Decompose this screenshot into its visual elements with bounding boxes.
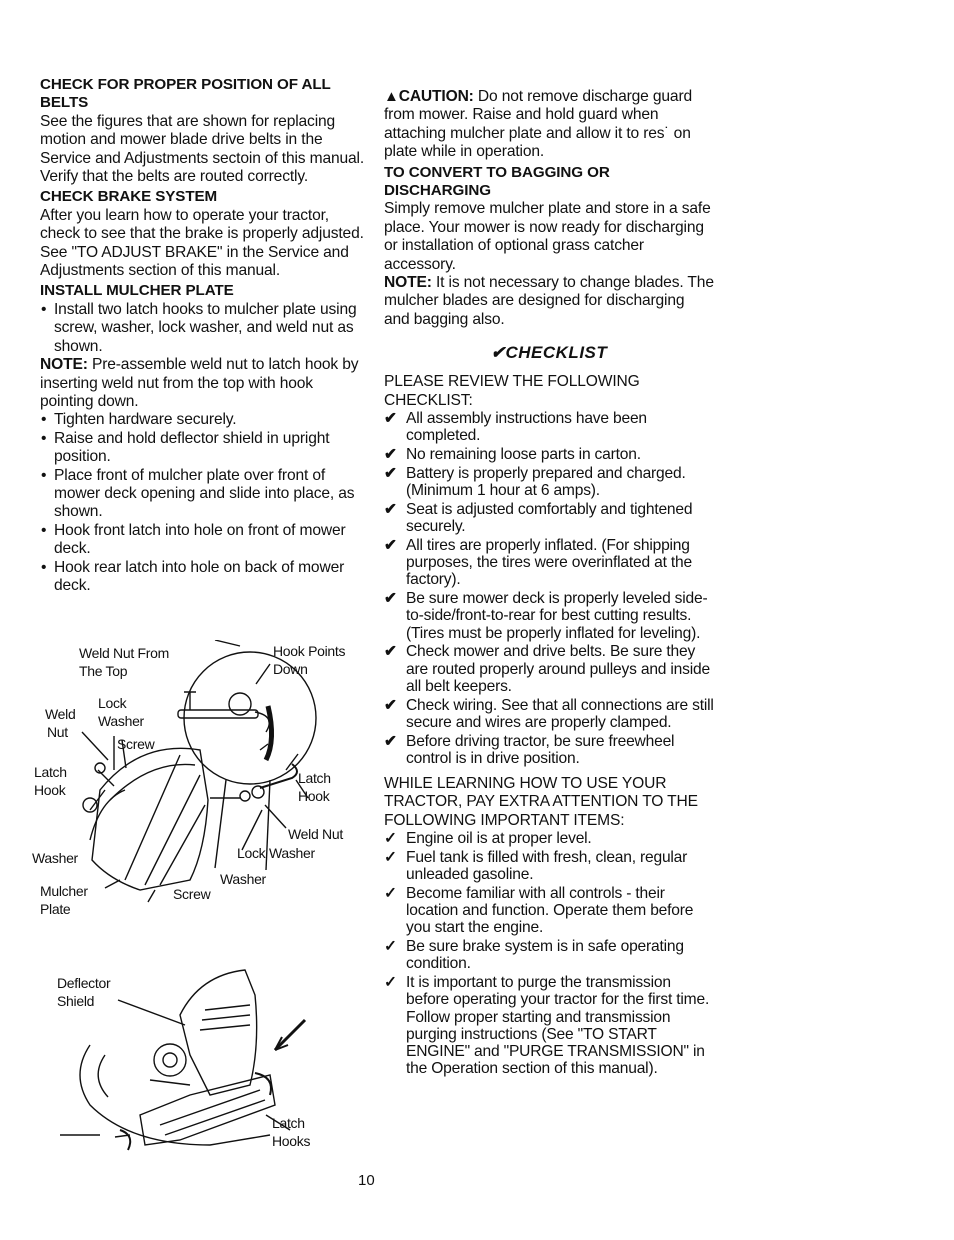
left-column (40, 76, 365, 595)
label-hooks: Hooks (272, 1133, 311, 1149)
checklist-title: ✔CHECKLIST (490, 343, 608, 363)
checklist (384, 410, 714, 767)
list-item: ✔ Check wiring. See that all connections are still secure and wires are properly clamped. (384, 696, 714, 731)
label-deflector: Deflector (57, 975, 111, 991)
latch-hook-figure (30, 640, 370, 930)
note-text: It is not necessary to change blades. The mulcher blades are designed for discharging and bagging also. (384, 274, 714, 328)
list-item: ✓ Be sure brake system is in safe operating condition. (384, 938, 684, 973)
paragraph-check-brake: After you learn how to operate your tractor, check to see that the brake is properly adjusted. See "TO ADJUST BRAKE" in the Service and Adjustments section of this manual. (40, 206, 364, 280)
checkmark-icon: ✔ (384, 643, 397, 661)
list-item: • Place front of mulcher plate over front of mower deck opening and slide into place, as shown. (40, 467, 365, 522)
label-weld: Weld (45, 706, 76, 722)
checkmark-icon: ✓ (384, 974, 397, 992)
heading-convert: TO CONVERT TO BAGGING OR DISCHARGING (384, 163, 610, 200)
list-item: ✔ Battery is properly prepared and charged. (Minimum 1 hour at 6 amps). (384, 464, 686, 500)
heading-install-mulcher: INSTALL MULCHER PLATE (40, 282, 234, 300)
label-washer-c: Washer (220, 871, 266, 887)
list-item: • Install two latch hooks to mulcher plate using screw, washer, lock washer, and weld nut as shown. (40, 301, 365, 356)
list-item: • Hook front latch into hole on front of mower deck. (40, 522, 365, 559)
list-item: ✔ Before driving tractor, be sure freewheel control is in drive position. (384, 732, 675, 767)
label-plate: Plate (40, 901, 71, 917)
list-item: • Tighten hardware securely. (40, 411, 365, 429)
caution-text: Do not remove discharge guard from mower. Raise and hold guard when attaching mulcher plate and allow it to res˙ on plate while in operation. (384, 88, 693, 161)
list-item: ✔ Be sure mower deck is properly leveled side-to-side/front-to-rear for best cutting results. (Tires must be properly inflated for leveling). (384, 590, 708, 642)
list-item: ✔ Seat is adjusted comfortably and tightened securely. (384, 500, 693, 536)
caution-label: CAUTION: (398, 88, 474, 105)
label-screw-a: Screw (117, 736, 155, 752)
paragraph-convert: Simply remove mulcher plate and store in a safe place. Your mower is now ready for discharging or installation of optional grass catcher accessory. (384, 200, 711, 273)
checkmark-icon: ✔ (490, 343, 506, 363)
checkmark-icon: ✔ (384, 464, 397, 482)
list-item: ✓ Become familiar with all controls - their location and function. Operate them before you start the engine. (384, 884, 694, 937)
checkmark-icon: ✔ (384, 732, 397, 750)
checkmark-icon: ✔ (384, 536, 397, 554)
list-item: • Hook rear latch into hole on back of mower deck. (40, 559, 365, 596)
right-column (384, 88, 714, 1079)
label-hook-right: Hook (298, 788, 330, 804)
label-weld-nut-from: Weld Nut From (79, 645, 169, 661)
label-hook-left: Hook (34, 782, 66, 798)
caution-paragraph (384, 88, 714, 162)
learning-intro: WHILE LEARNING HOW TO USE YOUR TRACTOR, PAY EXTRA ATTENTION TO THE FOLLOWING IMPORTANT ITEMS: (384, 774, 698, 829)
checkmark-icon: ✓ (384, 884, 397, 902)
checkmark-icon: ✔ (384, 500, 397, 518)
list-item: ✔ All tires are properly inflated. (For shipping purposes, the tires were overinflated at the factory). (384, 536, 692, 589)
note-label: NOTE: (384, 274, 432, 292)
label-lock-washer: Lock Washer (237, 845, 315, 861)
checkmark-icon: ✓ (384, 848, 397, 866)
list-item: ✓ Fuel tank is filled with fresh, clean, regular unleaded gasoline. (384, 848, 688, 884)
label-latch: Latch (272, 1115, 305, 1131)
label-lock: Lock (98, 695, 127, 711)
heading-check-belts: CHECK FOR PROPER POSITION OF ALL BELTS (40, 76, 331, 112)
label-down: Down (273, 661, 308, 677)
note-text: Pre-assemble weld nut to latch hook by inserting weld nut from the top with hook pointing down. (40, 356, 359, 410)
label-latch-left: Latch (34, 764, 67, 780)
label-washer-b: Washer (32, 850, 78, 866)
label-screw-b: Screw (173, 886, 211, 902)
list-item: ✔ All assembly instructions have been completed. (384, 410, 647, 445)
label-the-top: The Top (79, 663, 128, 679)
list-item: ✔ Check mower and drive belts. Be sure they are routed properly around pulleys and inside all belt keepers. (384, 643, 710, 695)
note-paragraph-right (384, 274, 714, 329)
heading-check-brake: CHECK BRAKE SYSTEM (40, 188, 218, 206)
note-label: NOTE: (40, 356, 88, 374)
checkmark-icon: ✔ (384, 590, 397, 608)
review-intro: PLEASE REVIEW THE FOLLOWING CHECKLIST: (384, 373, 640, 409)
deflector-shield-figure (50, 965, 340, 1165)
label-shield: Shield (57, 993, 95, 1009)
label-mulcher: Mulcher (40, 883, 88, 899)
mulcher-steps-list-1 (40, 301, 365, 356)
checkmark-icon: ✔ (384, 410, 397, 428)
paragraph-check-belts: See the figures that are shown for replacing motion and mower blade drive belts in the Service and Adjustments sectoin of this manual. Verify that the belts are routed correctly. (40, 112, 365, 186)
checkmark-icon: ✓ (384, 938, 397, 956)
list-item: • Raise and hold deflector shield in upright position. (40, 430, 365, 467)
warning-triangle-icon: ▲ (384, 88, 399, 105)
label-weld-nut: Weld Nut (288, 826, 343, 842)
page-number: 10 (358, 1172, 375, 1189)
mulcher-steps-list-2 (40, 411, 365, 595)
checkmark-icon: ✔ (384, 446, 397, 464)
list-item: ✓ It is important to purge the transmission before operating your tractor for the first time. Follow proper starting and transmission purging instructions (See "TO START ENGINE" and "PURGE TRANSMISSION" in the Operation section of this manual). (384, 974, 710, 1078)
label-latch-right: Latch (298, 770, 331, 786)
checkmark-icon: ✓ (384, 830, 397, 848)
label-nut: Nut (47, 724, 68, 740)
list-item: ✓ Engine oil is at proper level. (384, 830, 592, 848)
list-item: ✔ No remaining loose parts in carton. (384, 446, 641, 464)
important-items-list (384, 830, 714, 1077)
note-paragraph-left (40, 356, 365, 411)
checkmark-icon: ✔ (384, 696, 397, 714)
label-hook-points: Hook Points (273, 643, 346, 659)
label-washer-a: Washer (98, 713, 144, 729)
